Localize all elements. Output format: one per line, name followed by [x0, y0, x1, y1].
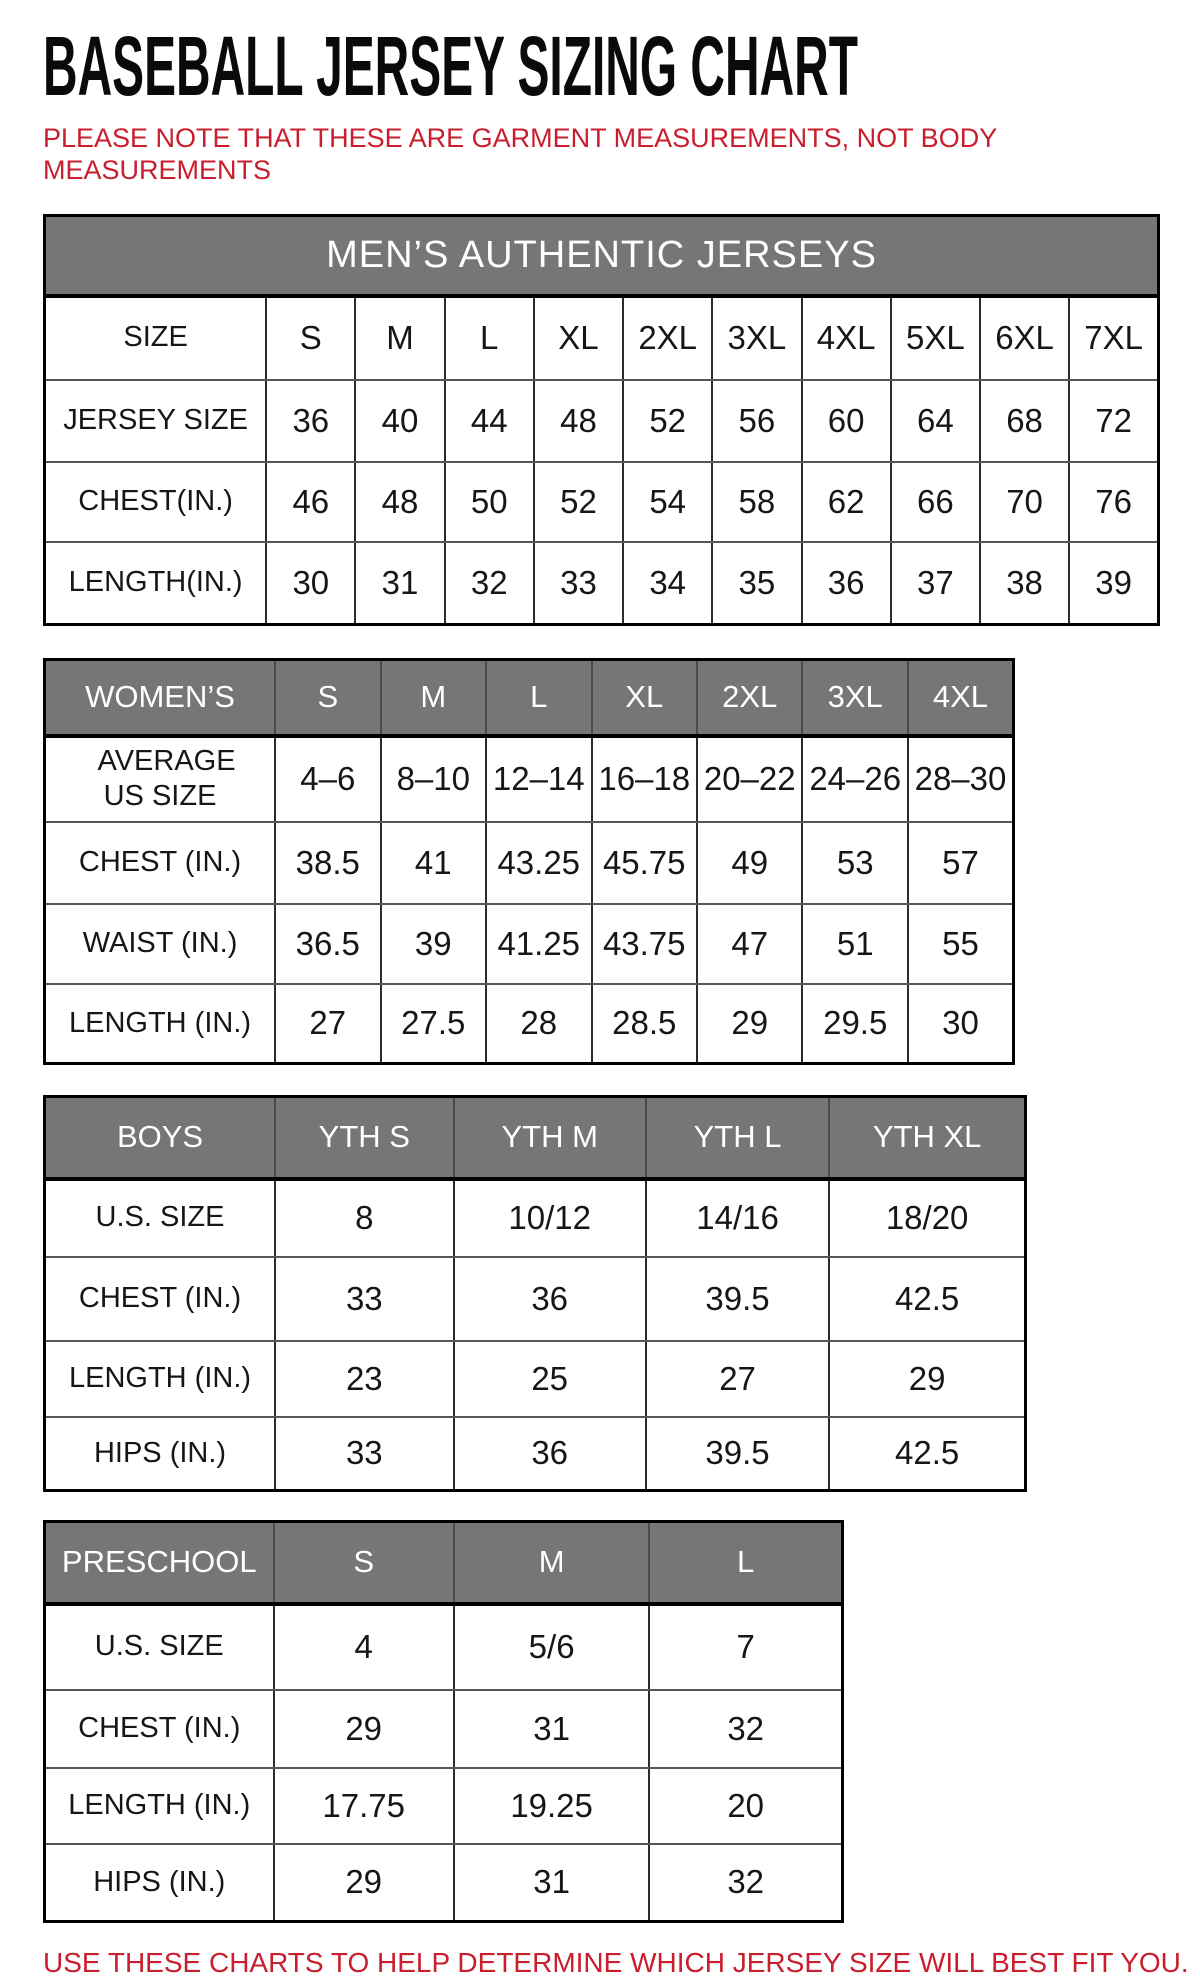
table-row [45, 542, 1159, 625]
size-header-cell: 3XL [802, 660, 907, 736]
value-cell: 36 [266, 380, 355, 462]
value-cell: 57 [908, 822, 1014, 904]
value-cell: 29 [697, 984, 802, 1064]
page-title [43, 19, 1164, 113]
table-row [45, 1179, 1026, 1257]
section-banner-row [45, 216, 1159, 296]
value-cell: 5XL [891, 296, 980, 380]
row-label-cell: LENGTH(IN.) [45, 542, 267, 625]
value-cell: 38.5 [275, 822, 380, 904]
value-cell: 66 [891, 462, 980, 542]
size-header-cell: M [381, 660, 486, 736]
value-cell: 28–30 [908, 736, 1014, 822]
value-cell: 39 [1069, 542, 1158, 625]
footer-advice-text: USE THESE CHARTS TO HELP DETERMINE WHICH JERSEY SIZE WILL BEST FIT YOU. [43, 1947, 1189, 1978]
table-row [45, 984, 1014, 1064]
value-cell: 62 [802, 462, 891, 542]
preschool-sizing-table [43, 1520, 844, 1923]
value-cell: 20–22 [697, 736, 802, 822]
mens-sizing-table [43, 214, 1160, 626]
row-label-cell: HIPS (IN.) [45, 1844, 274, 1922]
table-row [45, 736, 1014, 822]
table-row [45, 1257, 1026, 1341]
value-cell: 51 [802, 904, 907, 984]
boys-header-label: BOYS [45, 1097, 276, 1179]
value-cell: 38 [980, 542, 1069, 625]
page-title-text: BASEBALL JERSEY SIZING CHART [43, 19, 858, 113]
value-cell: 10/12 [454, 1179, 646, 1257]
value-cell: 45.75 [592, 822, 697, 904]
value-cell: 24–26 [802, 736, 907, 822]
value-cell: 29.5 [802, 984, 907, 1064]
value-cell: 36 [454, 1257, 646, 1341]
size-header-cell: L [649, 1522, 842, 1604]
value-cell: 31 [355, 542, 444, 625]
row-label-cell: U.S. SIZE [45, 1179, 276, 1257]
value-cell: 52 [623, 380, 712, 462]
size-header-cell: S [275, 660, 380, 736]
womens-sizing-table [43, 658, 1015, 1065]
preschool-header-label: PRESCHOOL [45, 1522, 274, 1604]
value-cell: 53 [802, 822, 907, 904]
value-cell: 17.75 [274, 1768, 454, 1844]
row-label-cell: JERSEY SIZE [45, 380, 267, 462]
value-cell: 56 [712, 380, 801, 462]
value-cell: 39 [381, 904, 486, 984]
value-cell: 39.5 [646, 1417, 829, 1491]
size-header-row [45, 1097, 1026, 1179]
value-cell: 4XL [802, 296, 891, 380]
value-cell: 39.5 [646, 1257, 829, 1341]
value-cell: 43.75 [592, 904, 697, 984]
table-row [45, 904, 1014, 984]
size-header-cell: XL [592, 660, 697, 736]
value-cell: 48 [534, 380, 623, 462]
row-label-cell: LENGTH (IN.) [45, 984, 276, 1064]
garment-note-line2: MEASUREMENTS [43, 155, 272, 185]
row-label-cell: CHEST (IN.) [45, 1257, 276, 1341]
table-row [45, 380, 1159, 462]
garment-note-line1: PLEASE NOTE THAT THESE ARE GARMENT MEASUREMENTS, NOT BODY [43, 123, 998, 153]
value-cell: 64 [891, 380, 980, 462]
value-cell: 32 [445, 542, 534, 625]
value-cell: 32 [649, 1844, 842, 1922]
value-cell: 34 [623, 542, 712, 625]
boys-sizing-table [43, 1095, 1027, 1492]
row-label-cell: CHEST(IN.) [45, 462, 267, 542]
table-row [45, 1341, 1026, 1417]
value-cell: 4–6 [275, 736, 380, 822]
value-cell: 31 [454, 1690, 650, 1768]
value-cell: 3XL [712, 296, 801, 380]
value-cell: 36.5 [275, 904, 380, 984]
value-cell: 29 [274, 1690, 454, 1768]
size-header-cell: YTH L [646, 1097, 829, 1179]
value-cell: 5/6 [454, 1604, 650, 1690]
value-cell: 48 [355, 462, 444, 542]
value-cell: 8–10 [381, 736, 486, 822]
row-label-cell [45, 736, 276, 822]
table-row [45, 1768, 843, 1844]
size-header-cell: M [454, 1522, 650, 1604]
value-cell: 19.25 [454, 1768, 650, 1844]
womens-header-label: WOMEN’S [45, 660, 276, 736]
value-cell: 46 [266, 462, 355, 542]
value-cell: 43.25 [486, 822, 591, 904]
value-cell: 41.25 [486, 904, 591, 984]
size-header-row [45, 660, 1014, 736]
value-cell: 29 [829, 1341, 1025, 1417]
value-cell: 28.5 [592, 984, 697, 1064]
value-cell: 35 [712, 542, 801, 625]
size-header-cell: 4XL [908, 660, 1014, 736]
table-row [45, 1417, 1026, 1491]
value-cell: 52 [534, 462, 623, 542]
table-row [45, 1604, 843, 1690]
value-cell: 47 [697, 904, 802, 984]
value-cell: M [355, 296, 444, 380]
value-cell: XL [534, 296, 623, 380]
value-cell: 49 [697, 822, 802, 904]
value-cell: S [266, 296, 355, 380]
value-cell: 40 [355, 380, 444, 462]
value-cell: 28 [486, 984, 591, 1064]
value-cell: 14/16 [646, 1179, 829, 1257]
table-row [45, 296, 1159, 380]
value-cell: 23 [275, 1341, 454, 1417]
garment-note [43, 122, 1164, 186]
value-cell: 42.5 [829, 1257, 1025, 1341]
row-label-cell: CHEST (IN.) [45, 822, 276, 904]
value-cell: 37 [891, 542, 980, 625]
value-cell: 30 [266, 542, 355, 625]
row-label-cell: LENGTH (IN.) [45, 1341, 276, 1417]
row-label-cell: CHEST (IN.) [45, 1690, 274, 1768]
value-cell: 33 [275, 1257, 454, 1341]
value-cell: 44 [445, 380, 534, 462]
row-label-cell: SIZE [45, 296, 267, 380]
value-cell: 41 [381, 822, 486, 904]
sizing-chart-page [0, 19, 1200, 1979]
value-cell: 16–18 [592, 736, 697, 822]
value-cell: 72 [1069, 380, 1158, 462]
value-cell: 36 [802, 542, 891, 625]
row-label-cell: LENGTH (IN.) [45, 1768, 274, 1844]
row-label-text: AVERAGE US SIZE [97, 745, 236, 812]
value-cell: 36 [454, 1417, 646, 1491]
value-cell: 50 [445, 462, 534, 542]
size-header-row [45, 1522, 843, 1604]
value-cell: 2XL [623, 296, 712, 380]
value-cell: 42.5 [829, 1417, 1025, 1491]
value-cell: 12–14 [486, 736, 591, 822]
value-cell: 25 [454, 1341, 646, 1417]
value-cell: 29 [274, 1844, 454, 1922]
size-header-cell: YTH S [275, 1097, 454, 1179]
value-cell: 8 [275, 1179, 454, 1257]
value-cell: 27.5 [381, 984, 486, 1064]
table-row [45, 1690, 843, 1768]
value-cell: 18/20 [829, 1179, 1025, 1257]
value-cell: 4 [274, 1604, 454, 1690]
row-label-cell: U.S. SIZE [45, 1604, 274, 1690]
value-cell: 27 [275, 984, 380, 1064]
value-cell: 76 [1069, 462, 1158, 542]
value-cell: 6XL [980, 296, 1069, 380]
value-cell: 32 [649, 1690, 842, 1768]
value-cell: 70 [980, 462, 1069, 542]
table-row [45, 1844, 843, 1922]
size-header-cell: 2XL [697, 660, 802, 736]
value-cell: 33 [275, 1417, 454, 1491]
row-label-cell: HIPS (IN.) [45, 1417, 276, 1491]
size-header-cell: YTH XL [829, 1097, 1025, 1179]
value-cell: 20 [649, 1768, 842, 1844]
value-cell: 60 [802, 380, 891, 462]
value-cell: L [445, 296, 534, 380]
size-header-cell: YTH M [454, 1097, 646, 1179]
size-header-cell: S [274, 1522, 454, 1604]
value-cell: 54 [623, 462, 712, 542]
mens-section-banner: MEN’S AUTHENTIC JERSEYS [45, 216, 1159, 296]
value-cell: 7XL [1069, 296, 1158, 380]
value-cell: 30 [908, 984, 1014, 1064]
size-header-cell: L [486, 660, 591, 736]
value-cell: 31 [454, 1844, 650, 1922]
value-cell: 58 [712, 462, 801, 542]
value-cell: 27 [646, 1341, 829, 1417]
value-cell: 33 [534, 542, 623, 625]
value-cell: 7 [649, 1604, 842, 1690]
value-cell: 55 [908, 904, 1014, 984]
row-label-cell: WAIST (IN.) [45, 904, 276, 984]
table-row [45, 822, 1014, 904]
table-row [45, 462, 1159, 542]
value-cell: 68 [980, 380, 1069, 462]
